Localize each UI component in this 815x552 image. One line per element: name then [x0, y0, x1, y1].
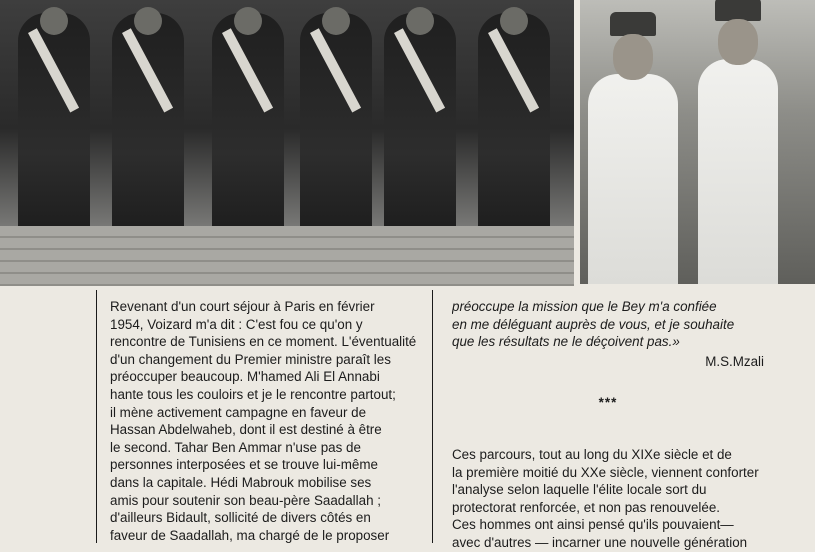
- text-line: la première moitié du XXe siècle, viennent conforter: [452, 464, 759, 480]
- text-line: il mène activement campagne en faveur de: [110, 404, 367, 420]
- text-line: amis pour soutenir son beau-père Saadallah ;: [110, 492, 381, 508]
- officer-figure: [212, 13, 284, 248]
- text-line: d'ailleurs Bidault, sollicité de divers côtés en: [110, 510, 371, 526]
- text-line: le second. Tahar Ben Ammar n'use pas de: [110, 439, 361, 455]
- officer-figure: [478, 13, 550, 248]
- text-line: l'analyse selon laquelle l'élite locale sort du: [452, 482, 707, 498]
- palace-steps: [0, 226, 574, 286]
- photo-officials: [580, 0, 815, 284]
- officer-figure: [18, 13, 90, 248]
- officer-figure: [300, 13, 372, 248]
- officer-figure: [112, 13, 184, 248]
- text-line: préoccuper beaucoup. M'hamed Ali El Annabi: [110, 369, 380, 385]
- text-line: Revenant d'un court séjour à Paris en février: [110, 299, 375, 314]
- left-column-text: [110, 298, 420, 544]
- signature: M.S.Mzali: [705, 353, 764, 369]
- text-line: protectorat renforcée, et non pas renouvelée.: [452, 499, 720, 515]
- officer-figure: [384, 13, 456, 248]
- text-line: dans la capitale. Hédi Mabrouk mobilise ses: [110, 474, 372, 490]
- text-line: faveur de Saadallah, ma chargé de le proposer: [110, 527, 390, 543]
- right-column-text: [452, 298, 764, 552]
- text-line: d'un changement du Premier ministre paraît les: [110, 351, 391, 367]
- official-figure: [698, 59, 778, 284]
- text-line: rencontre de Tunisiens en ce moment. L'éventualité: [110, 334, 417, 350]
- column-rule-left: [96, 290, 97, 543]
- quote-line: en me déléguant auprès de vous, et je souhaite: [452, 316, 735, 332]
- official-figure: [588, 74, 678, 284]
- column-rule-middle: [432, 290, 433, 543]
- photo-officers: [0, 0, 574, 286]
- quote-line: que les résultats ne le déçoivent pas.»: [452, 334, 680, 350]
- text-line: 1954, Voizard m'a dit : C'est fou ce qu'on y: [110, 316, 363, 332]
- text-line: Hassan Abdelwaheb, dont il est destiné à être: [110, 422, 382, 438]
- text-line: avec d'autres — incarner une nouvelle génération: [452, 534, 748, 550]
- text-line: Ces parcours, tout au long du XIXe siècle et de: [452, 446, 732, 462]
- text-line: Ces hommes ont ainsi pensé qu'ils pouvaient—: [452, 517, 734, 533]
- text-line: personnes interposées et se trouve lui-même: [110, 457, 378, 473]
- text-line: hante tous les couloirs et je le rencontre partout;: [110, 386, 396, 402]
- section-separator: ***: [598, 395, 618, 411]
- quote-line: préoccupe la mission que le Bey m'a confiée: [452, 299, 717, 314]
